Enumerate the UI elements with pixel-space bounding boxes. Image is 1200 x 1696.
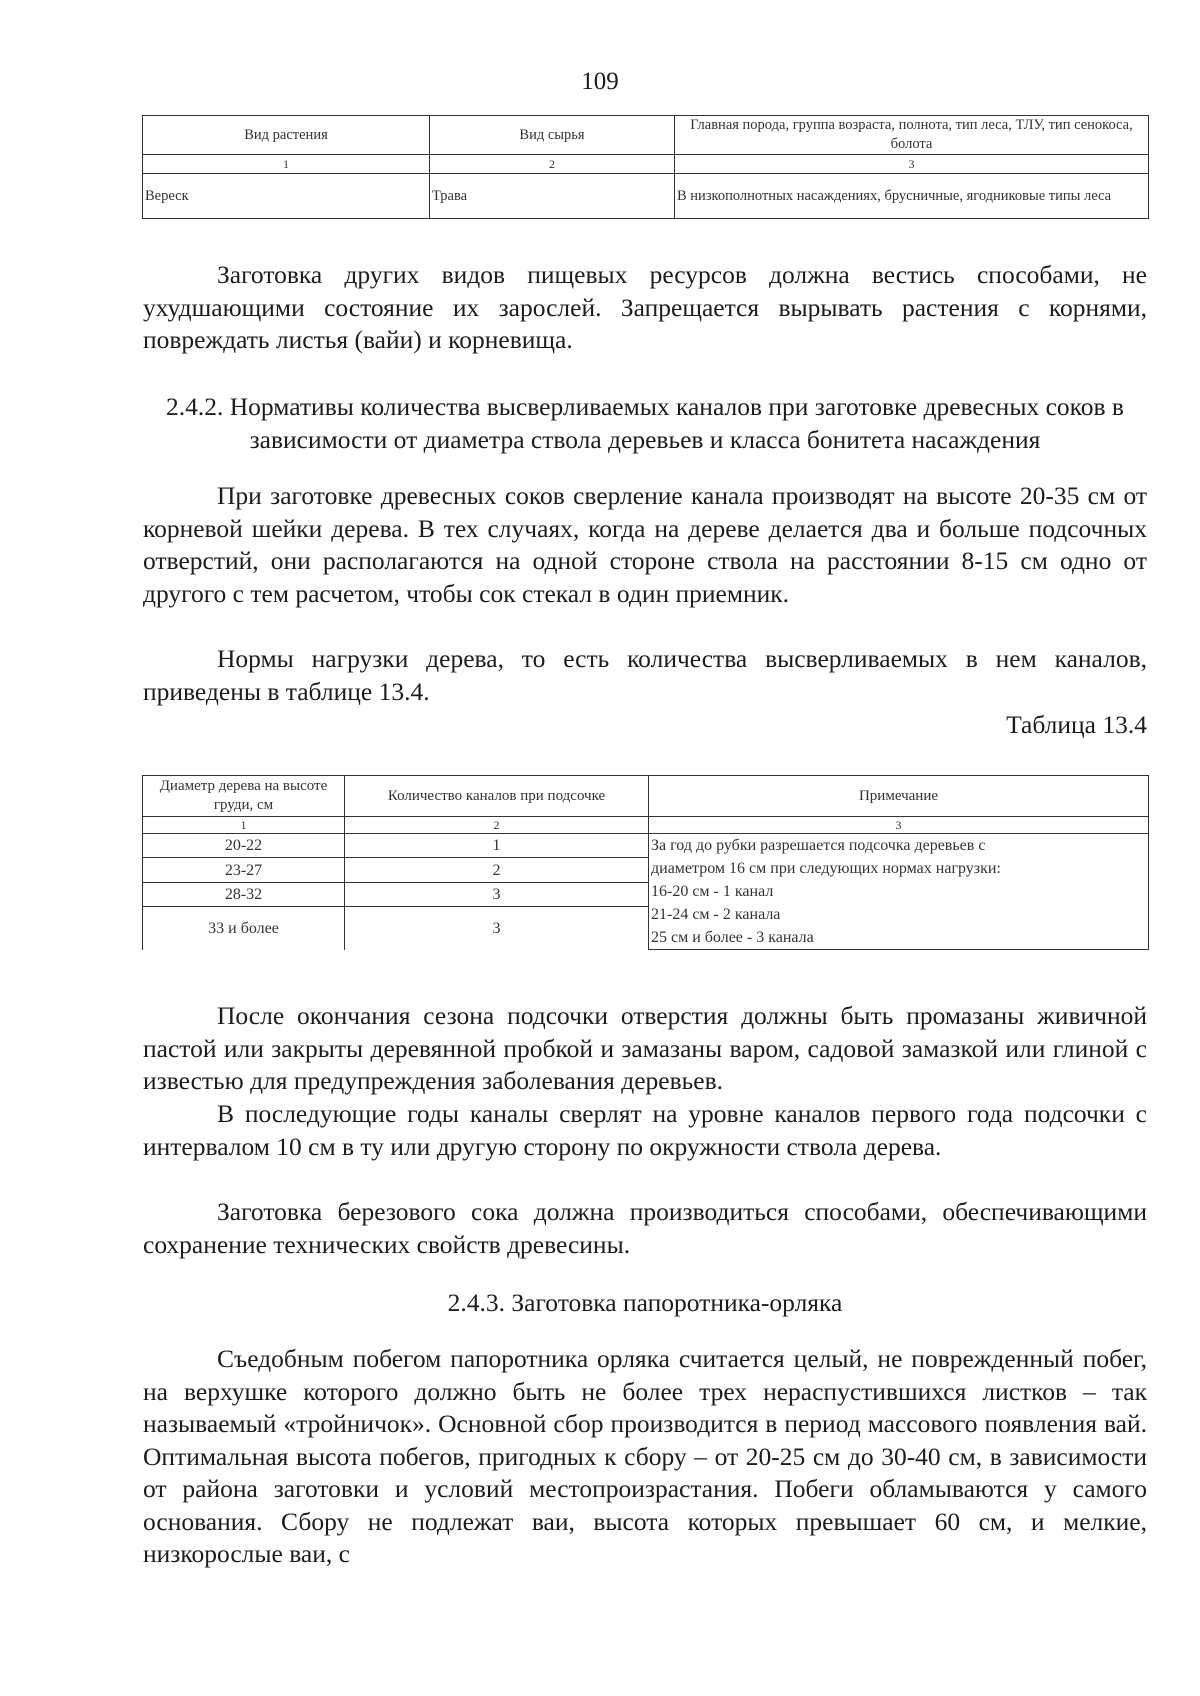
paragraph xyxy=(143,1343,1147,1571)
note-line: 21-24 см - 2 канала xyxy=(651,906,781,923)
column-number: 1 xyxy=(143,817,345,834)
table-cell: 33 и более xyxy=(143,907,345,950)
table-cell: В низкополнотных насаждениях, брусничные, ягодниковые типы леса xyxy=(675,174,1149,219)
table-header-cell: Примечание xyxy=(649,776,1149,817)
column-number: 3 xyxy=(649,817,1149,834)
paragraph-text: Заготовка березового сока должна производиться способами, обеспечивающими сохранение технических свойств древесины. xyxy=(143,1197,1147,1259)
paragraph xyxy=(143,480,1147,610)
table-column-numbers xyxy=(143,817,1149,834)
paragraph xyxy=(143,1098,1147,1163)
paragraph-text: Нормы нагрузки дерева, то есть количества высверливаемых в нем каналов, приведены в таблице 13.4. xyxy=(143,644,1147,706)
paragraph xyxy=(143,1196,1147,1261)
table-cell: 20-22 xyxy=(143,834,345,858)
plants-table xyxy=(142,115,1149,219)
note-line: 25 см и более - 3 канала xyxy=(651,929,814,946)
note-line: диаметром 16 см при следующих нормах нагрузки: xyxy=(651,860,1001,877)
section-heading: 2.4.2. Нормативы количества высверливаемых каналов при заготовке древесных соков в зависимости от диаметра ствола деревьев и класса бонитета насаждения xyxy=(166,392,1124,454)
table-header-cell: Вид сырья xyxy=(430,116,675,155)
paragraph xyxy=(143,1000,1147,1098)
table-cell: Трава xyxy=(430,174,675,219)
paragraph-text: При заготовке древесных соков сверление канала производят на высоте 20-35 см от корневой шейки дерева. В тех случаях, когда на дереве делается два и больше подсочных отверстий, они располагаются на одной стороне ствола на расстоянии 8-15 см одно от другого с тем расчетом, чтобы сок стекал в один приемник. xyxy=(143,481,1147,608)
table-cell: 3 xyxy=(345,907,649,950)
paragraph xyxy=(143,259,1147,357)
table-cell: 23-27 xyxy=(143,858,345,882)
column-number: 1 xyxy=(143,155,430,174)
table-cell: 1 xyxy=(345,834,649,858)
table-header-cell: Количество каналов при подсочке xyxy=(345,776,649,817)
paragraph xyxy=(143,643,1147,708)
page-number: 109 xyxy=(581,68,619,95)
paragraph-text: В последующие годы каналы сверлят на уровне каналов первого года подсочки с интервалом 10 см в ту или другую сторону по окружности ствола дерева. xyxy=(143,1099,1147,1161)
table-header-cell: Главная порода, группа возраста, полнота, тип леса, ТЛУ, тип сенокоса, болота xyxy=(675,116,1149,155)
note-line: 16-20 см - 1 канал xyxy=(651,883,774,900)
paragraph-text: Заготовка других видов пищевых ресурсов должна вестись способами, не ухудшающими состояние их зарослей. Запрещается вырывать растения с корнями, повреждать листья (вайи) и корневища. xyxy=(143,260,1147,354)
note-line: За год до рубки разрешается подсочка деревьев с xyxy=(651,837,986,854)
table-note-cell xyxy=(649,834,1149,950)
table-header-cell: Вид растения xyxy=(143,116,430,155)
column-number: 3 xyxy=(675,155,1149,174)
table-row xyxy=(143,834,1149,858)
table-caption: Таблица 13.4 xyxy=(1006,710,1147,739)
paragraph-text: Съедобным побегом папоротника орляка считается целый, не поврежденный побег, на верхушке которого должно быть не более трех нераспустившихся листков – так называемый «тройничок». Основной сбор производится в период массового появления вай. Оптимальная высота побегов, пригодных к сбору – от 20-25 см до 30-40 см, в зависимости от района заготовки и условий местопроизрастания. Побеги обламываются у самого основания. Сбору не подлежат ваи, высота которых превышает 60 см, и мелкие, низкорослые ваи, с xyxy=(143,1344,1147,1568)
section-heading: 2.4.3. Заготовка папоротника-орляка xyxy=(447,1288,843,1317)
drilling-norms-table xyxy=(142,775,1149,950)
table-header-row xyxy=(143,116,1149,155)
table-header-row xyxy=(143,776,1149,817)
column-number: 2 xyxy=(345,817,649,834)
table-cell: 3 xyxy=(345,882,649,906)
table-row xyxy=(143,174,1149,219)
table-cell: 2 xyxy=(345,858,649,882)
table-cell: 28-32 xyxy=(143,882,345,906)
paragraph-text: После окончания сезона подсочки отверстия должны быть промазаны живичной пастой или закрыты деревянной пробкой и замазаны варом, садовой замазкой или глиной с известью для предупреждения заболевания деревьев. xyxy=(143,1001,1147,1095)
table-cell: Вереск xyxy=(143,174,430,219)
column-number: 2 xyxy=(430,155,675,174)
table-header-cell: Диаметр дерева на высоте груди, см xyxy=(143,776,345,817)
table-column-numbers xyxy=(143,155,1149,174)
